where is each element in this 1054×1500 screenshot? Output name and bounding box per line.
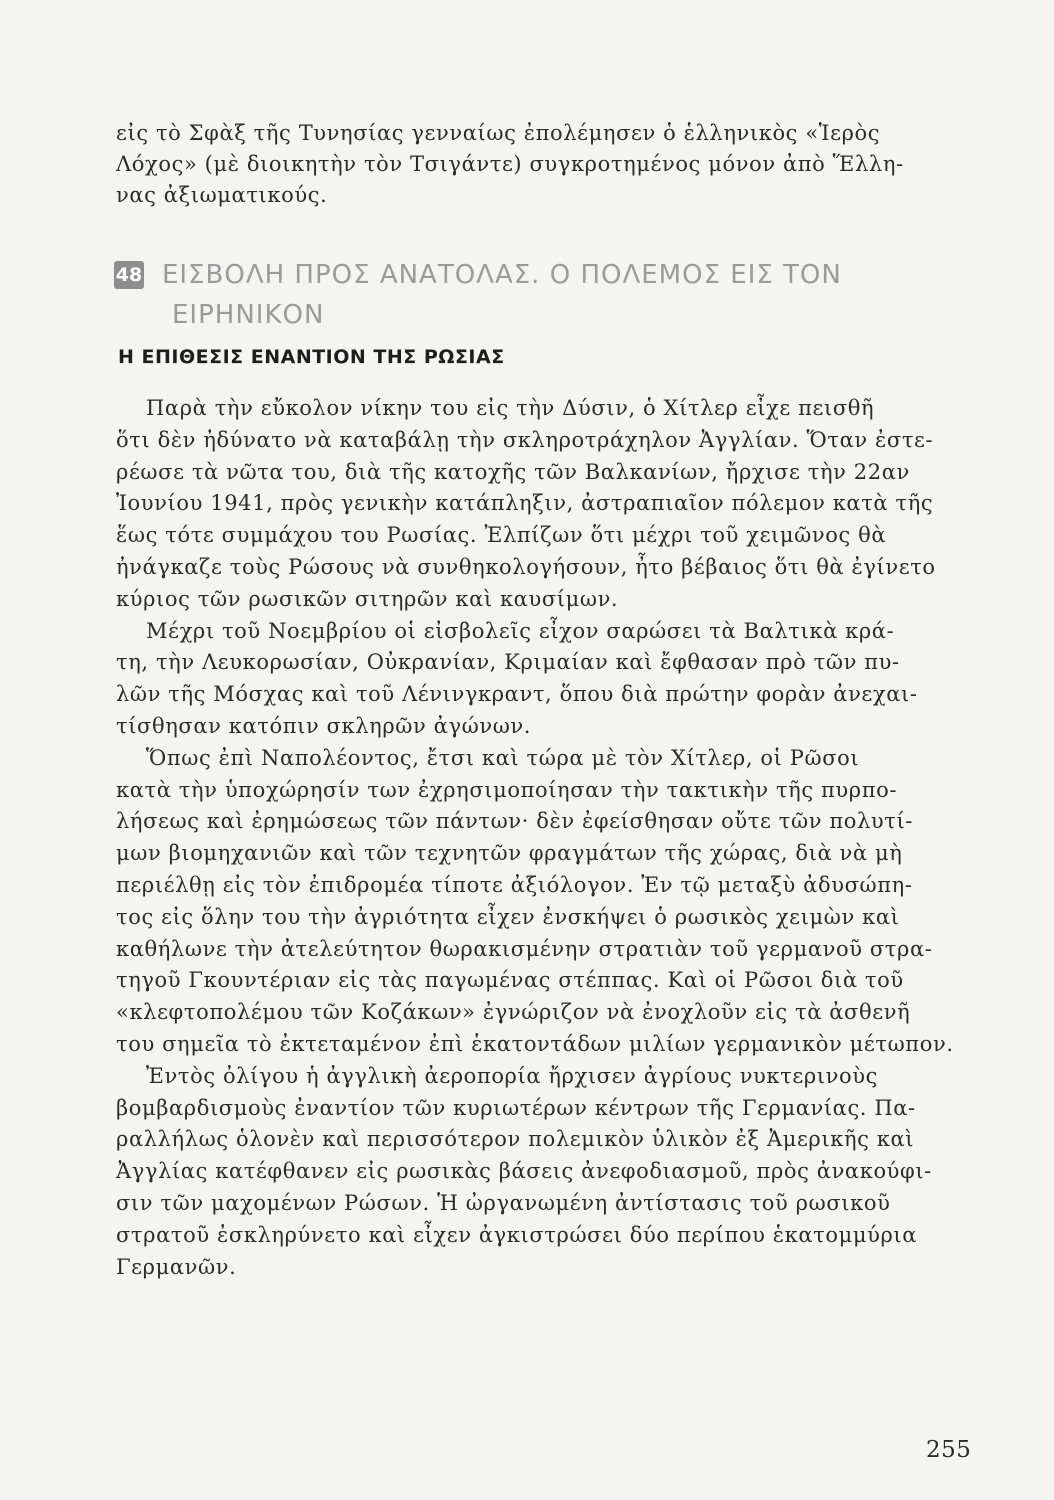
text-line: Παρὰ τὴν εὔκολον νίκην του εἰς τὴν Δύσιν, ὁ Χίτλερ εἶχε πεισθῆ — [146, 396, 875, 420]
text-line: Λόχος» (μὲ διοικητὴν τὸν Τσιγάντε) συγκροτημένος μόνον ἀπὸ Ἕλλη- — [116, 152, 904, 176]
text-line: ἠνάγκαζε τοὺς Ρώσους νὰ συνθηκολογήσουν, ἦτο βέβαιος ὅτι θὰ ἐγίνετο — [116, 554, 936, 579]
page-number: 255 — [926, 1437, 972, 1463]
section-title-line1: ΕΙΣΒΟΛΗ ΠΡΟΣ ΑΝΑΤΟΛΑΣ. Ο ΠΟΛΕΜΟΣ ΕΙΣ ΤΟΝ — [162, 260, 842, 290]
text-line: Ἀγγλίας κατέφθανεν εἰς ρωσικὰς βάσεις ἀνεφοδιασμοῦ, πρὸς ἀνακούφι- — [116, 1159, 932, 1184]
text-line: ὅτι δὲν ἠδύνατο νὰ καταβάλῃ τὴν σκληροτράχηλον Ἀγγλίαν. Ὅταν ἐστε- — [116, 427, 934, 452]
text-line: Ὅπως ἐπὶ Ναπολέοντος, ἔτσι καὶ τώρα μὲ τὸν Χίτλερ, οἱ Ρῶσοι — [146, 745, 860, 770]
intro-paragraph — [116, 118, 962, 211]
text-line: ραλλήλως ὁλονὲν καὶ περισσότερον πολεμικὸν ὑλικὸν ἐξ Ἀμερικῆς καὶ — [116, 1127, 915, 1152]
text-line: τίσθησαν κατόπιν σκληρῶν ἀγώνων. — [116, 713, 532, 738]
text-line: εἰς τὸ Σφὰξ τῆς Τυνησίας γενναίως ἐπολέμησεν ὁ ἑλληνικὸς «Ἱερὸς — [116, 121, 881, 145]
text-line: τος εἰς ὅλην του τὴν ἀγριότητα εἶχεν ἐνσκήψει ὁ ρωσικὸς χειμὼν καὶ — [116, 904, 900, 929]
body-text — [116, 393, 962, 1283]
subheading: Η ΕΠΙΘΕΣΙΣ ΕΝΑΝΤΙΟΝ ΤΗΣ ΡΩΣΙΑΣ — [118, 346, 505, 368]
text-line: μων βιομηχανιῶν καὶ τῶν τεχνητῶν φραγμάτων τῆς χώρας, διὰ νὰ μὴ — [116, 841, 903, 866]
text-line: κύριος τῶν ρωσικῶν σιτηρῶν καὶ καυσίμων. — [116, 586, 619, 611]
text-line: λῶν τῆς Μόσχας καὶ τοῦ Λένινγκραντ, ὅπου διὰ πρώτην φορὰν ἀνεχαι- — [116, 682, 918, 707]
text-line: ρέωσε τὰ νῶτα του, διὰ τῆς κατοχῆς τῶν Βαλκανίων, ἤρχισε τὴν 22αν — [116, 459, 910, 484]
text-line: ἕως τότε συμμάχου του Ρωσίας. Ἐλπίζων ὅτι μέχρι τοῦ χειμῶνος θὰ — [116, 523, 887, 548]
text-line: στρατοῦ ἐσκληρύνετο καὶ εἶχεν ἀγκιστρώσει δύο περίπου ἑκατομμύρια — [116, 1222, 918, 1247]
section-number-badge: 48 — [114, 261, 144, 289]
text-line: τη, τὴν Λευκορωσίαν, Οὐκρανίαν, Κριμαίαν καὶ ἔφθασαν πρὸ τῶν πυ- — [116, 650, 900, 675]
section-title-row — [114, 255, 960, 295]
text-line: Γερμανῶν. — [116, 1254, 237, 1279]
text-line: σιν τῶν μαχομένων Ρώσων. Ἡ ὠργανωμένη ἀντίστασις τοῦ ρωσικοῦ — [116, 1190, 891, 1215]
text-line: καθήλωνε τὴν ἀτελεύτητον θωρακισμένην στρατιὰν τοῦ γερμανοῦ στρα- — [116, 936, 933, 961]
text-line: λήσεως καὶ ἐρημώσεως τῶν πάντων· δὲν ἐφείσθησαν οὔτε τῶν πολυτί- — [116, 809, 914, 834]
text-line: βομβαρδισμοὺς ἐναντίον τῶν κυριωτέρων κέντρων τῆς Γερμανίας. Πα- — [116, 1095, 916, 1120]
section-title-line2: ΕΙΡΗΝΙΚΟΝ — [172, 300, 325, 330]
section-heading — [114, 255, 960, 335]
text-line: «κλεφτοπολέμου τῶν Κοζάκων» ἐγνώριζον νὰ ἐνοχλοῦν εἰς τὰ ἀσθενῆ — [116, 1000, 911, 1025]
text-line: Ἐντὸς ὀλίγου ἡ ἀγγλικὴ ἀεροπορία ἤρχισεν ἀγρίους νυκτερινοὺς — [146, 1063, 878, 1088]
text-line: τηγοῦ Γκουντέριαν εἰς τὰς παγωμένας στέππας. Καὶ οἱ Ρῶσοι διὰ τοῦ — [116, 968, 904, 993]
text-line: νας ἀξιωματικούς. — [116, 183, 328, 207]
text-line: περιέλθῃ εἰς τὸν ἐπιδρομέα τίποτε ἀξιόλογον. Ἐν τῷ μεταξὺ ἀδυσώπη- — [116, 872, 913, 897]
text-line: του σημεῖα τὸ ἐκτεταμένον ἐπὶ ἑκατοντάδων μιλίων γερμανικὸν μέτωπον. — [116, 1031, 954, 1056]
text-line: Ἰουνίου 1941, πρὸς γενικὴν κατάπληξιν, ἀστραπιαῖον πόλεμον κατὰ τῆς — [116, 491, 934, 516]
section-title-row — [114, 295, 960, 335]
text-line: Μέχρι τοῦ Νοεμβρίου οἱ εἰσβολεῖς εἶχον σαρώσει τὰ Βαλτικὰ κρά- — [146, 618, 895, 643]
text-line: κατὰ τὴν ὑποχώρησίν των ἐχρησιμοποίησαν τὴν τακτικὴν τῆς πυρπο- — [116, 777, 898, 802]
